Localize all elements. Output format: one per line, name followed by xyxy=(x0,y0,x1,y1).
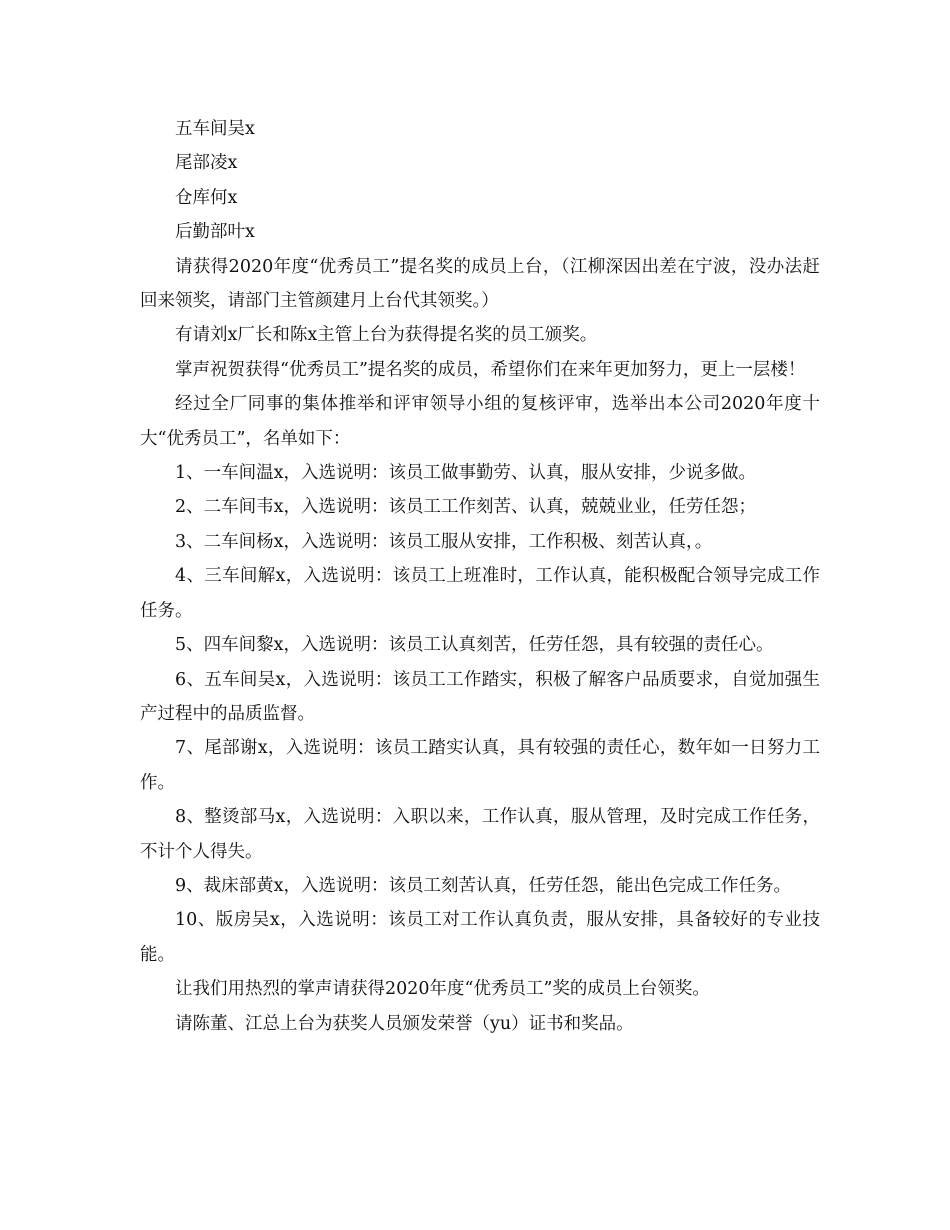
paragraph-tail-ling: 尾部凌x xyxy=(175,153,238,174)
list-item-award-1: 1、一车间温x，入选说明：该员工做事勤劳、认真，服从安排，少说多做。 xyxy=(175,463,757,484)
paragraph-award-ceremony: 让我们用热烈的掌声请获得2020年度“优秀员工”奖的成员上台领奖。 xyxy=(175,979,710,1000)
document-body xyxy=(140,112,820,1041)
list-item-award-2: 2、二车间韦x，入选说明：该员工工作刻苦、认真，兢兢业业，任劳任怨； xyxy=(175,497,757,518)
paragraph-certificate-presentation: 请陈董、江总上台为获奖人员颁发荣誉（yu）证书和奖品。 xyxy=(175,1013,634,1034)
list-item-award-7: 7、尾部谢x，入选说明：该员工踏实认真，具有较强的责任心，数年如一日努力工作。 xyxy=(140,738,820,793)
list-item-award-6: 6、五车间吴x，入选说明：该员工工作踏实，积极了解客户品质要求，自觉加强生产过程中的品质监督。 xyxy=(140,669,820,724)
paragraph-selection-intro: 经过全厂同事的集体推举和评审领导小组的复核评审，选举出本公司2020年度十大“优秀员工”，名单如下： xyxy=(140,394,820,449)
list-item-award-4: 4、三车间解x，入选说明：该员工上班准时，工作认真，能积极配合领导完成工作任务。 xyxy=(140,566,820,621)
list-item-award-9: 9、裁床部黄x，入选说明：该员工刻苦认真，任劳任怨，能出色完成工作任务。 xyxy=(175,875,792,896)
list-item-award-3: 3、二车间杨x，入选说明：该员工服从安排，工作积极、刻苦认真，。 xyxy=(175,531,713,552)
paragraph-presenters-invite: 有请刘x厂长和陈x主管上台为获得提名奖的员工颁奖。 xyxy=(175,325,598,346)
list-item-award-5: 5、四车间黎x，入选说明：该员工认真刻苦，任劳任怨，具有较强的责任心。 xyxy=(175,635,774,656)
paragraph-warehouse-he: 仓库何x xyxy=(175,187,238,208)
list-item-award-10: 10、版房吴x，入选说明：该员工对工作认真负责，服从安排，具备较好的专业技能。 xyxy=(140,910,820,965)
paragraph-congratulations: 掌声祝贺获得“优秀员工”提名奖的成员，希望你们在来年更加努力，更上一层楼！ xyxy=(175,359,806,380)
paragraph-nomination-invite: 请获得2020年度“优秀员工”提名奖的成员上台，（江柳深因出差在宁波，没办法赶回来领奖，请部门主管颜建月上台代其领奖。） xyxy=(140,256,820,312)
paragraph-logistics-ye: 后勤部叶x xyxy=(175,222,255,243)
paragraph-workshop5-wu: 五车间吴x xyxy=(175,119,255,139)
list-item-award-8: 8、整烫部马x，入选说明：入职以来，工作认真，服从管理，及时完成工作任务，不计个人得失。 xyxy=(140,807,820,862)
